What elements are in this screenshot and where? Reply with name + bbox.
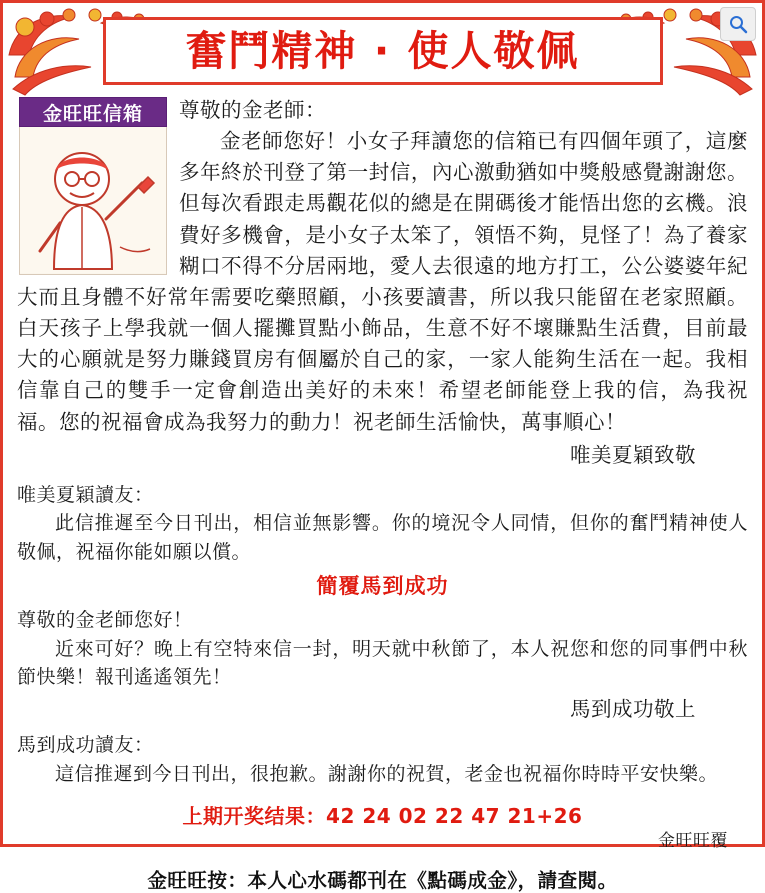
letter-2-paragraph: 近來可好？晚上有空特來信一封，明天就中秋節了，本人祝您和您的同事們中秋節快樂！報刊遙遙領先！	[17, 637, 748, 689]
reply-1-highlight: 簡覆馬到成功	[316, 574, 449, 599]
lottery-result: 上期开奖结果：42 24 02 22 47 21+26	[182, 804, 583, 829]
editor-note: 金旺旺按：本人心水碼都刊在《點碼成金》，請查閱。	[147, 868, 618, 892]
search-icon	[728, 14, 748, 34]
letter-2	[17, 606, 748, 692]
letter-2-signature: 馬到成功敬上	[570, 696, 696, 721]
headline-box	[103, 17, 663, 85]
search-button[interactable]	[720, 7, 756, 41]
reply-1-salutation: 唯美夏穎讀友：	[17, 483, 154, 506]
reply-1-paragraph: 此信推遲至今日刊出，相信並無影響。你的境況令人同情，但你的奮鬥精神使人敬佩，祝福你能如願以償。	[17, 512, 748, 563]
letter-2-salutation: 尊敬的金老師您好！	[17, 609, 193, 632]
reply-2-signature: 金旺旺覆	[658, 831, 728, 852]
letter-1-salutation: 尊敬的金老師：	[179, 98, 326, 122]
letter-1-paragraph: 金老師您好！小女子拜讀您的信箱已有四個年頭了，這麼多年終於刊登了第一封信，內心激動猶如中獎般感覺謝謝您。但每次看跟走馬觀花似的總是在開碼後才能悟出您的玄機。浪費好多機會，是小女子太笨了，領悟不夠，見怪了！為了養家糊口不得不分居兩地，愛人去很遠的地方打工，公公婆婆年紀大而且身體不好常年需要吃藥照顧，小孩要讀書，所以我只能留在老家照顧。白天孩子上學我就一個人擺攤買點小飾品，生意不好不壞賺點生活費，目前最大的心願就是努力賺錢買房有個屬於自己的家，一家人能夠生活在一起。我相信靠自己的雙手一定會創造出美好的未來！希望老師能登上我的信，為我祝福。您的祝福會成為我努力的動力！祝老師生活愉快，萬事順心！	[17, 129, 748, 434]
letter-1-signature: 唯美夏穎致敬	[570, 442, 696, 467]
cartoon-illustration	[19, 127, 167, 275]
mailbox-banner-label: 金旺旺信箱	[19, 97, 167, 127]
reply-1	[17, 481, 748, 567]
reply-2-salutation: 馬到成功讀友：	[17, 734, 154, 757]
reply-2-paragraph: 這信推遲到今日刊出，很抱歉。謝謝你的祝賀，老金也祝福你時時平安快樂。	[55, 762, 719, 785]
page-title: 奮鬥精神 · 使人敬佩	[185, 26, 580, 75]
reply-2	[17, 731, 748, 788]
mailbox-logo	[19, 97, 167, 275]
article-content	[17, 95, 748, 893]
